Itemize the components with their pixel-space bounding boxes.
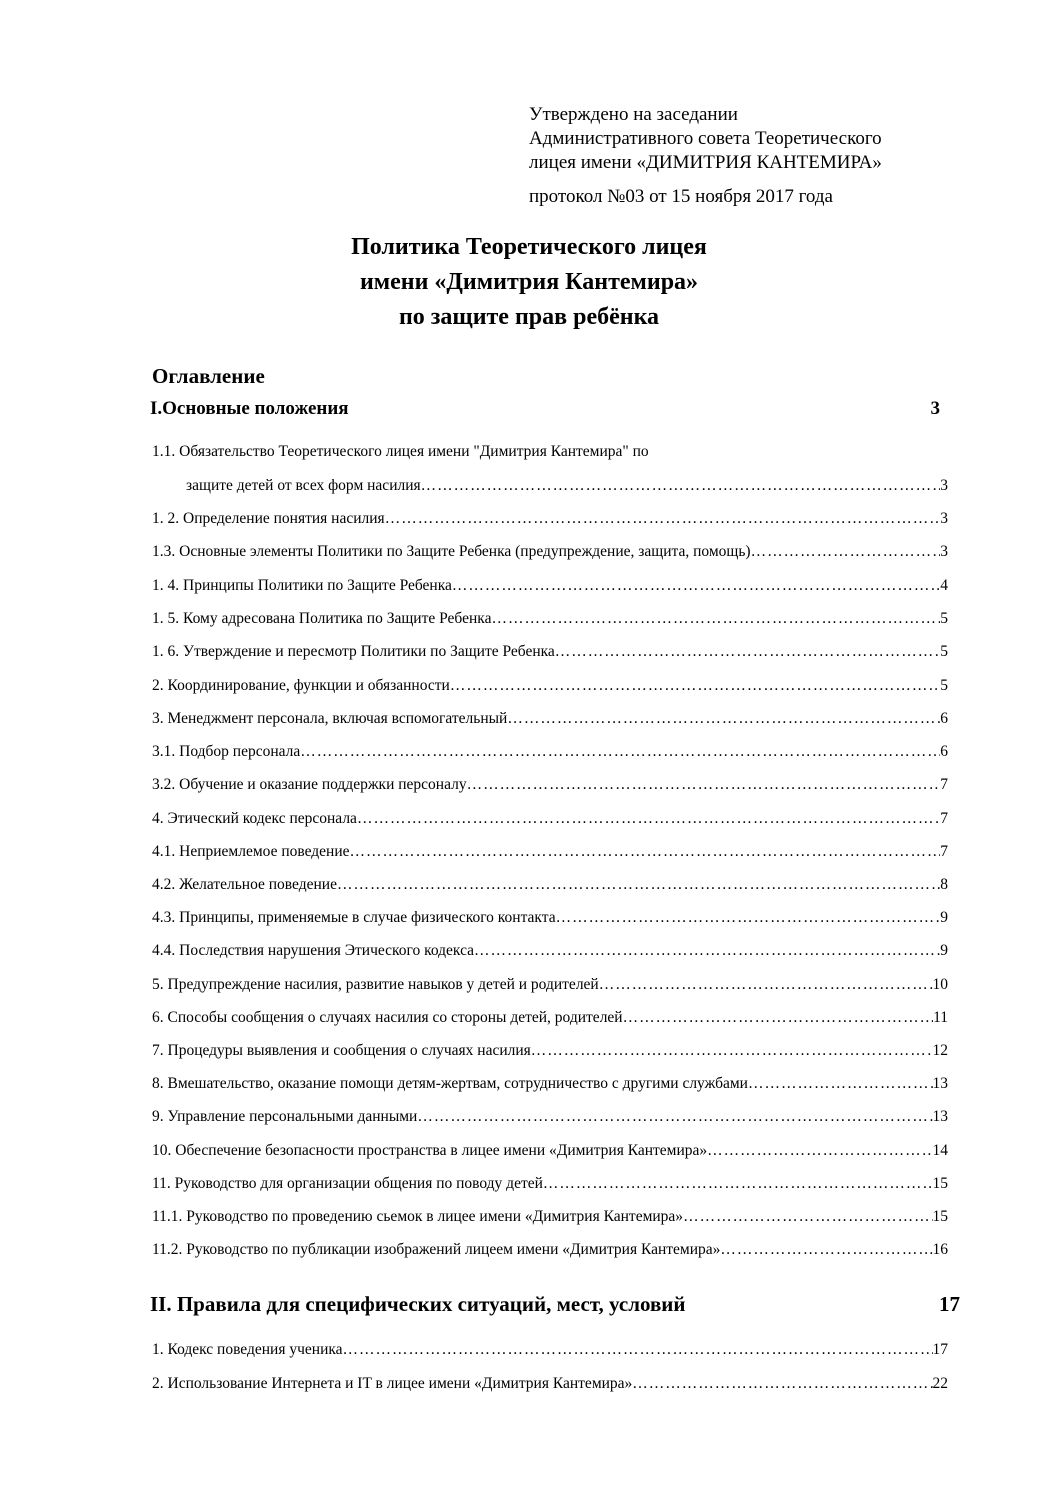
toc-heading: Оглавление bbox=[152, 364, 265, 388]
toc-page-number: 5 bbox=[940, 643, 948, 660]
leader-dots bbox=[491, 610, 940, 628]
leader-dots bbox=[417, 1108, 932, 1126]
toc-page-number: 8 bbox=[940, 876, 948, 893]
toc-entry-label: 2. Использование Интернета и IT в лицее имени «Димитрия Кантемира» bbox=[152, 1375, 633, 1392]
toc-page-number: 22 bbox=[932, 1375, 948, 1392]
toc-entry[interactable] bbox=[152, 876, 948, 894]
toc-section-label: I.Основные положения bbox=[150, 398, 349, 419]
toc-page-number: 12 bbox=[932, 1042, 948, 1059]
toc-entry-label: 11.2. Руководство по публикации изображений лицеем имени «Димитрия Кантемира» bbox=[152, 1241, 721, 1258]
leader-dots bbox=[707, 1142, 932, 1160]
leader-dots bbox=[632, 1375, 932, 1393]
toc-entry[interactable] bbox=[152, 1208, 948, 1226]
toc-page-number: 4 bbox=[940, 577, 948, 594]
toc-entry-label: 1. 2. Определение понятия насилия bbox=[152, 510, 385, 527]
leader-dots bbox=[385, 510, 941, 528]
leader-dots bbox=[649, 443, 948, 461]
toc-entry[interactable] bbox=[152, 1175, 948, 1193]
toc-entry[interactable] bbox=[152, 577, 948, 595]
leader-dots bbox=[720, 1241, 932, 1259]
toc-entry[interactable] bbox=[152, 843, 948, 861]
toc-page-number: 15 bbox=[932, 1208, 948, 1225]
toc-entry[interactable] bbox=[152, 710, 948, 728]
toc-entry[interactable] bbox=[152, 543, 948, 561]
toc-entry[interactable] bbox=[152, 810, 948, 828]
toc-entry-label: 1. 6. Утверждение и пересмотр Политики по Защите Ребенка bbox=[152, 643, 555, 660]
toc-entry-label: 3. Менеджмент персонала, включая вспомогательный bbox=[152, 710, 508, 727]
toc-entry-label: 1. 5. Кому адресована Политика по Защите Ребенка bbox=[152, 610, 492, 627]
toc-entry[interactable] bbox=[152, 909, 948, 927]
leader-dots bbox=[555, 643, 940, 661]
toc-page-number: 14 bbox=[932, 1142, 948, 1159]
toc-entry-label: 1.1. Обязательство Теоретического лицея имени "Димитрия Кантемира" по bbox=[152, 443, 649, 460]
approval-line-2: Административного совета Теоретического bbox=[529, 128, 882, 149]
toc-entry-label: 10. Обеспечение безопасности пространства в лицее имени «Димитрия Кантемира» bbox=[152, 1142, 708, 1159]
toc-page-number: 11 bbox=[933, 1009, 948, 1026]
toc-page-number: 9 bbox=[940, 909, 948, 926]
leader-dots bbox=[467, 776, 941, 794]
toc-entry-label: 4.4. Последствия нарушения Этического кодекса bbox=[152, 942, 475, 959]
title-line-2: имени «Димитрия Кантемира» bbox=[359, 269, 699, 295]
toc-entry-label: 5. Предупреждение насилия, развитие навыков у детей и родителей bbox=[152, 976, 599, 993]
leader-dots bbox=[474, 942, 940, 960]
toc-entry[interactable] bbox=[152, 1075, 948, 1093]
toc-page-number: 15 bbox=[932, 1175, 948, 1192]
toc-page-number: 3 bbox=[940, 510, 948, 527]
leader-dots bbox=[357, 810, 940, 828]
toc-page-number: 17 bbox=[939, 1292, 960, 1316]
leader-dots bbox=[623, 1009, 933, 1027]
toc-entry[interactable] bbox=[152, 942, 948, 960]
title-line-3: по защите прав ребёнка bbox=[398, 304, 660, 330]
toc-entry-label: 7. Процедуры выявления и сообщения о случаях насилия bbox=[152, 1042, 531, 1059]
toc-entry[interactable] bbox=[152, 1241, 948, 1259]
toc-entry-label: защите детей от всех форм насилия bbox=[186, 477, 421, 494]
toc-entry-label: 4. Этический кодекс персонала bbox=[152, 810, 357, 827]
toc-entry-label: 1.3. Основные элементы Политики по Защите Ребенка (предупреждение, защита, помощь) bbox=[152, 543, 751, 560]
toc-entry-label: 8. Вмешательство, оказание помощи детям-жертвам, сотрудничество с другими службами bbox=[152, 1075, 748, 1092]
leader-dots bbox=[350, 843, 941, 861]
toc-entry-label: 4.3. Принципы, применяемые в случае физического контакта bbox=[152, 909, 556, 926]
toc-entry[interactable] bbox=[152, 1341, 948, 1359]
toc-entry[interactable] bbox=[152, 1375, 948, 1393]
leader-dots bbox=[531, 1042, 933, 1060]
toc-page-number: 7 bbox=[940, 776, 948, 793]
toc-section-2[interactable] bbox=[150, 1292, 960, 1317]
toc-entry[interactable] bbox=[152, 743, 948, 761]
toc-page-number: 3 bbox=[940, 543, 948, 560]
toc-entry[interactable] bbox=[152, 1042, 948, 1060]
leader-dots bbox=[300, 743, 940, 761]
toc-entry-label: 11. Руководство для организации общения по поводу детей bbox=[152, 1175, 543, 1192]
toc-entry-label: 6. Способы сообщения о случаях насилия со стороны детей, родителей bbox=[152, 1009, 623, 1026]
toc-page-number: 10 bbox=[932, 976, 948, 993]
toc-page-number: 6 bbox=[940, 743, 948, 760]
toc-page-number: 3 bbox=[940, 477, 948, 494]
leader-dots bbox=[748, 1075, 933, 1093]
toc-page-number: 13 bbox=[932, 1075, 948, 1092]
leader-dots bbox=[343, 1341, 933, 1359]
toc-entry[interactable] bbox=[186, 477, 948, 495]
toc-entry[interactable] bbox=[152, 1108, 948, 1126]
toc-page-number: 7 bbox=[940, 810, 948, 827]
toc-page-number: 9 bbox=[940, 942, 948, 959]
toc-entry[interactable] bbox=[152, 677, 948, 695]
toc-page-number: 7 bbox=[940, 843, 948, 860]
toc-entry[interactable] bbox=[152, 1142, 948, 1160]
leader-dots bbox=[543, 1175, 933, 1193]
approval-note bbox=[529, 103, 882, 209]
leader-dots bbox=[337, 876, 940, 894]
toc-entry-label: 2. Координирование, функции и обязанности bbox=[152, 677, 450, 694]
toc-section-label: II. Правила для специфических ситуаций, мест, условий bbox=[150, 1292, 686, 1316]
leader-dots bbox=[556, 909, 941, 927]
toc-entry[interactable] bbox=[152, 643, 948, 661]
toc-entry-label: 4.1. Неприемлемое поведение bbox=[152, 843, 350, 860]
toc-entry-label: 3.2. Обучение и оказание поддержки персоналу bbox=[152, 776, 467, 793]
toc-entry[interactable] bbox=[152, 510, 948, 528]
leader-dots bbox=[452, 577, 940, 595]
toc-entry[interactable] bbox=[152, 1009, 948, 1027]
toc-page-number: 13 bbox=[932, 1108, 948, 1125]
leader-dots bbox=[751, 543, 941, 561]
protocol-line: протокол №03 от 15 ноября 2017 года bbox=[529, 186, 833, 207]
toc-page-number: 5 bbox=[940, 677, 948, 694]
toc-page-number: 6 bbox=[940, 710, 948, 727]
title-line-1: Политика Теоретического лицея bbox=[351, 234, 707, 260]
toc-entry-label: 4.2. Желательное поведение bbox=[152, 876, 337, 893]
leader-dots bbox=[599, 976, 933, 994]
toc-entry[interactable] bbox=[152, 976, 948, 994]
toc-entry-label: 11.1. Руководство по проведению сьемок в лицее имени «Димитрия Кантемира» bbox=[152, 1208, 684, 1225]
leader-dots bbox=[450, 677, 940, 695]
approval-line-3: лицея имени «ДИМИТРИЯ КАНТЕМИРА» bbox=[529, 152, 882, 173]
approval-line-1: Утверждено на заседании bbox=[529, 104, 738, 125]
toc-section-1[interactable] bbox=[150, 398, 940, 420]
toc-entry[interactable] bbox=[152, 610, 948, 628]
toc-page-number: 16 bbox=[932, 1241, 948, 1258]
toc-page-number: 3 bbox=[930, 398, 940, 419]
toc-page-number: 17 bbox=[932, 1341, 948, 1358]
toc-entry-label: 1. 4. Принципы Политики по Защите Ребенка bbox=[152, 577, 452, 594]
leader-dots bbox=[421, 477, 941, 495]
toc-entry-label: 9. Управление персональными данными bbox=[152, 1108, 418, 1125]
leader-dots bbox=[507, 710, 940, 728]
toc-entry[interactable] bbox=[152, 776, 948, 794]
toc-entry-label: 3.1. Подбор персонала bbox=[152, 743, 301, 760]
toc-entry-label: 1. Кодекс поведения ученика bbox=[152, 1341, 343, 1358]
leader-dots bbox=[683, 1208, 932, 1226]
toc-page-number: 5 bbox=[940, 610, 948, 627]
document-title bbox=[0, 230, 1058, 335]
toc-entry[interactable] bbox=[152, 443, 948, 461]
